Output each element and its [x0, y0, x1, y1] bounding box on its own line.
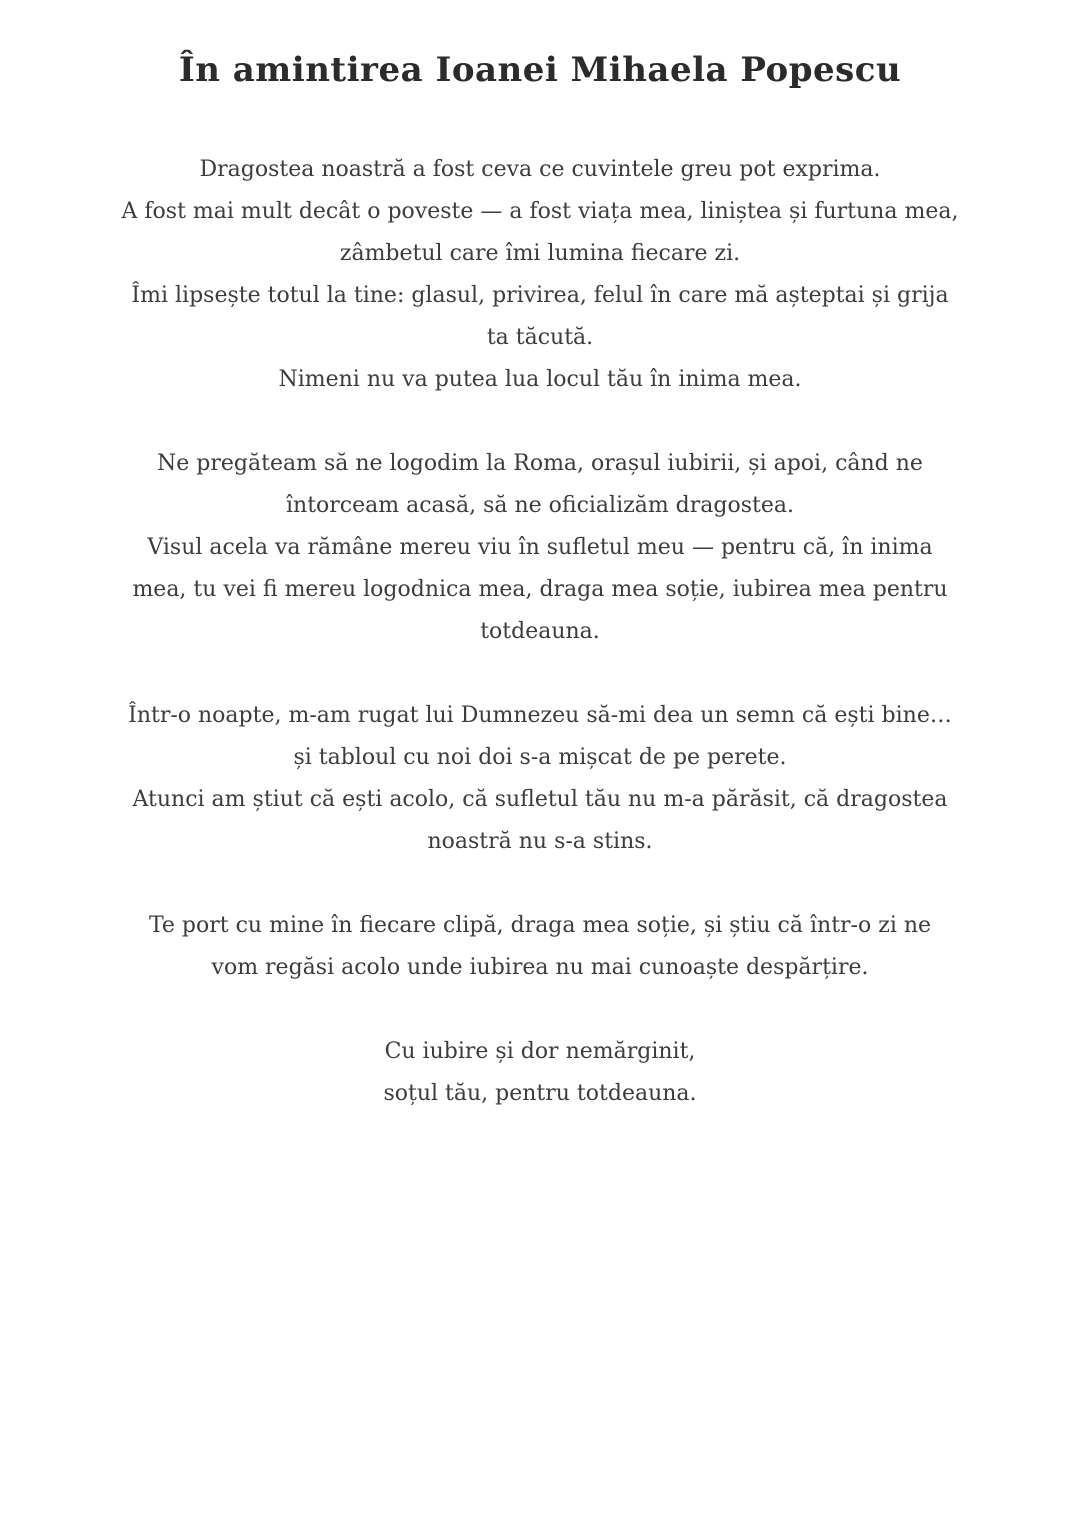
text-line: vom regăsi acolo unde iubirea nu mai cunoaște despărțire. — [211, 955, 869, 980]
paragraph-4 — [40, 905, 1040, 989]
text-line: Într-o noapte, m-am rugat lui Dumnezeu să-mi dea un semn că ești bine… — [128, 703, 952, 728]
text-line: Îmi lipsește totul la tine: glasul, privirea, felul în care mă așteptai și grija — [131, 283, 949, 308]
paragraph-1 — [40, 149, 1040, 401]
text-line: soțul tău, pentru totdeauna. — [383, 1081, 697, 1106]
paragraph-2 — [40, 443, 1040, 653]
text-line: totdeauna. — [480, 619, 600, 644]
text-line: zâmbetul care îmi lumina fiecare zi. — [339, 241, 741, 266]
text-line: Cu iubire și dor nemărginit, — [384, 1039, 696, 1064]
text-line: ta tăcută. — [486, 325, 594, 350]
memorial-text — [40, 149, 1040, 1115]
signature — [40, 1031, 1040, 1115]
text-line: A fost mai mult decât o poveste — a fost viața mea, liniștea și furtuna mea, — [121, 199, 959, 224]
text-line: Ne pregăteam să ne logodim la Roma, orașul iubirii, și apoi, când ne — [157, 451, 923, 476]
text-line: Visul acela va rămâne mereu viu în sufletul meu — pentru că, în inima — [147, 535, 933, 560]
text-line: și tabloul cu noi doi s-a mișcat de pe perete. — [293, 745, 787, 770]
text-line: întorceam acasă, să ne oficializăm dragostea. — [286, 493, 794, 518]
text-line: mea, tu vei fi mereu logodnica mea, draga mea soție, iubirea mea pentru — [132, 577, 948, 602]
text-line: Dragostea noastră a fost ceva ce cuvintele greu pot exprima. — [199, 157, 881, 182]
text-line: Nimeni nu va putea lua locul tău în inima mea. — [278, 367, 802, 392]
text-line: Atunci am știut că ești acolo, că sufletul tău nu m-a părăsit, că dragostea — [132, 787, 948, 812]
text-line: Te port cu mine în fiecare clipă, draga mea soție, și știu că într-o zi ne — [148, 913, 932, 938]
page-title: În amintirea Ioanei Mihaela Popescu — [178, 50, 902, 90]
paragraph-3 — [40, 695, 1040, 863]
text-line: noastră nu s-a stins. — [427, 829, 653, 854]
